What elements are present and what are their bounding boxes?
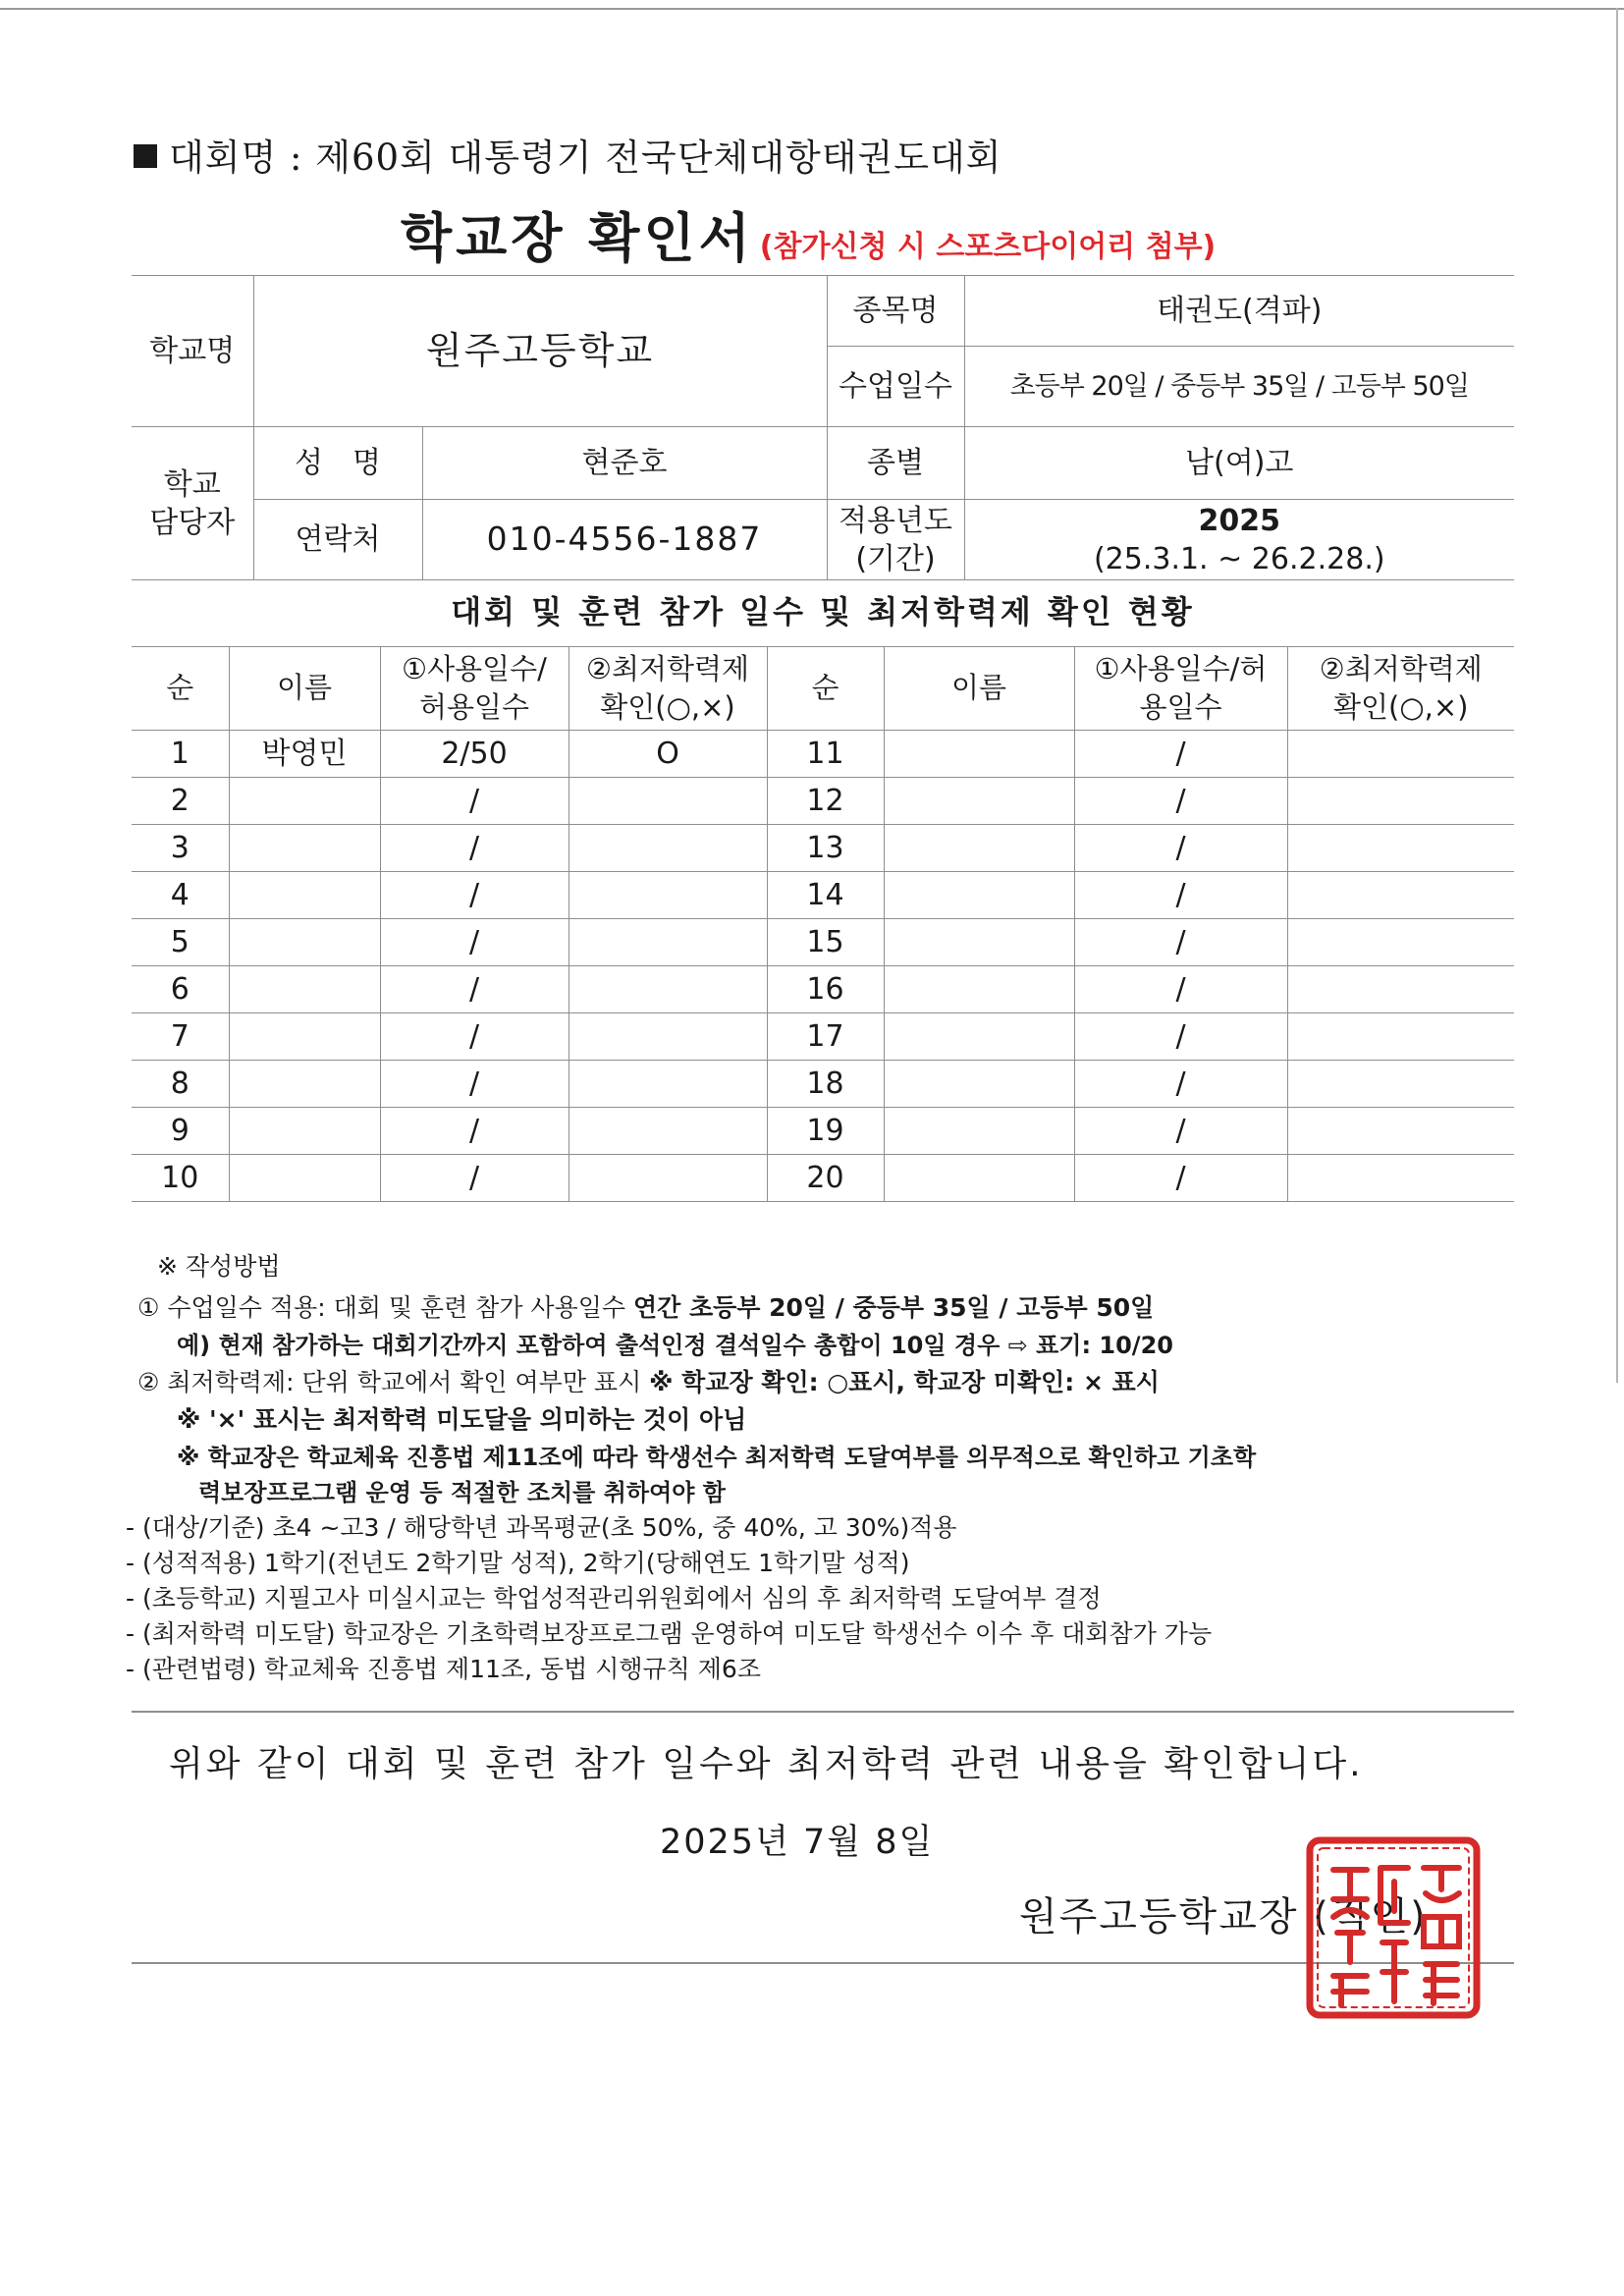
manager-label: [132, 427, 253, 580]
principal-signature: 원주고등학교장 (직인): [1019, 1894, 1428, 1940]
header-used-line2: 허용일수: [418, 690, 530, 724]
header-no-right: 순: [767, 647, 884, 731]
row-min-check: [568, 872, 767, 919]
row-no-right: 13: [767, 825, 884, 872]
table-row: [132, 1155, 1514, 1202]
row-min-check: [568, 1155, 767, 1202]
row-name-right: [884, 1155, 1074, 1202]
row-no: 8: [132, 1061, 229, 1108]
info-row: [132, 500, 1514, 580]
header-used-r-line1: ①사용일수/허: [1094, 651, 1268, 685]
row-used-days: /: [380, 1155, 568, 1202]
info-table: [132, 275, 1514, 580]
header-min-line1: ②최저학력제: [585, 651, 750, 685]
top-border: [0, 8, 1624, 10]
class-days-label: 수업일수: [827, 347, 964, 427]
row-min-check: O: [568, 731, 767, 778]
row-name: [229, 1013, 380, 1061]
row-no: 1: [132, 731, 229, 778]
right-border: [1616, 8, 1618, 1383]
table-row: [132, 872, 1514, 919]
name-label: 성 명: [253, 427, 422, 500]
row-name: [229, 966, 380, 1013]
header-min-check: [568, 647, 767, 731]
row-no: 4: [132, 872, 229, 919]
row-no-right: 11: [767, 731, 884, 778]
row-name-right: [884, 1061, 1074, 1108]
row-no-right: 19: [767, 1108, 884, 1155]
detail-grades: - (성적적용) 1학기(전년도 2학기말 성적), 2학기(당해연도 1학기말 성적): [126, 1549, 910, 1577]
row-used-days-right: /: [1074, 731, 1287, 778]
detail-target: - (대상/기준) 초4 ~고3 / 해당학년 과목평균(초 50%, 중 40%, 고 30%)적용: [126, 1513, 957, 1542]
status-header-row: [132, 647, 1514, 731]
row-used-days-right: /: [1074, 778, 1287, 825]
header-used-line1: ①사용일수/: [402, 651, 547, 685]
header-name-right: 이름: [884, 647, 1074, 731]
header-name: 이름: [229, 647, 380, 731]
note-sub-2b: [198, 1473, 726, 1507]
row-name: 박영민: [229, 731, 380, 778]
row-used-days-right: /: [1074, 966, 1287, 1013]
table-row: [132, 1061, 1514, 1108]
row-used-days: /: [380, 966, 568, 1013]
info-row: [132, 427, 1514, 500]
year-label: [827, 500, 964, 580]
note-sub-1: [177, 1400, 746, 1436]
header-used-days-right: [1074, 647, 1287, 731]
row-min-check: [568, 1108, 767, 1155]
note2-bold: ※ 학교장 확인: ○표시, 학교장 미확인: × 표시: [649, 1368, 1160, 1396]
row-no: 6: [132, 966, 229, 1013]
row-min-check-right: [1287, 825, 1514, 872]
contact-value: 010-4556-1887: [422, 500, 827, 580]
row-name-right: [884, 778, 1074, 825]
row-name-right: [884, 1108, 1074, 1155]
row-name-right: [884, 731, 1074, 778]
arrow-right-icon: ⇨: [1007, 1332, 1028, 1359]
header-min-r-line1: ②최저학력제: [1319, 651, 1483, 685]
square-bullet-icon: [134, 144, 157, 168]
row-no-right: 17: [767, 1013, 884, 1061]
table-row: [132, 1108, 1514, 1155]
row-min-check-right: [1287, 1061, 1514, 1108]
issue-date: 2025년 7월 8일: [660, 1823, 935, 1862]
note1-example-text: 예) 현재 참가하는 대회기간까지 포함하여 출석인정 결석일수 총합이 10일 경우: [177, 1332, 1008, 1359]
row-name: [229, 1061, 380, 1108]
table-row: [132, 778, 1514, 825]
row-used-days-right: /: [1074, 919, 1287, 966]
note2-text: ② 최저학력제: 단위 학교에서 확인 여부만 표시: [137, 1368, 650, 1396]
row-used-days: /: [380, 778, 568, 825]
row-no: 9: [132, 1108, 229, 1155]
table-row: [132, 919, 1514, 966]
row-no-right: 14: [767, 872, 884, 919]
row-no: 7: [132, 1013, 229, 1061]
contact-label: 연락처: [253, 500, 422, 580]
event-label: 종목명: [827, 276, 964, 347]
row-used-days-right: /: [1074, 1013, 1287, 1061]
row-name-right: [884, 966, 1074, 1013]
header-min-r-line2: 확인(○,×): [1333, 690, 1469, 724]
title-note: (참가신청 시 스포츠다이어리 첨부): [759, 230, 1217, 264]
row-min-check-right: [1287, 966, 1514, 1013]
row-min-check-right: [1287, 1013, 1514, 1061]
header-used-r-line2: 용일수: [1139, 690, 1222, 724]
event-value: 태권도(격파): [964, 276, 1514, 347]
row-min-check: [568, 966, 767, 1013]
row-no: 3: [132, 825, 229, 872]
row-no-right: 15: [767, 919, 884, 966]
note2-sub2b-text: 력보장프로그램 운영 등 적절한 조치를 취하여야 함: [198, 1479, 726, 1506]
type-value: 남(여)고: [964, 427, 1514, 500]
school-name: 원주고등학교: [253, 276, 827, 427]
row-min-check-right: [1287, 872, 1514, 919]
year-label-line1: 적용년도: [839, 503, 952, 538]
notes-heading: ※ 작성방법: [157, 1252, 281, 1281]
note-min-academic: [137, 1363, 1160, 1398]
row-min-check: [568, 919, 767, 966]
manager-label-line1: 학교: [163, 466, 221, 502]
row-used-days: 2/50: [380, 731, 568, 778]
row-name: [229, 1108, 380, 1155]
row-used-days-right: /: [1074, 872, 1287, 919]
row-min-check-right: [1287, 1108, 1514, 1155]
note1-bold: 연간 초등부 20일 / 중등부 35일 / 고등부 50일: [632, 1293, 1155, 1322]
header-min-line2: 확인(○,×): [600, 690, 735, 724]
note-sub-2: [177, 1438, 1256, 1472]
contest-name: [134, 128, 1001, 181]
row-min-check-right: [1287, 1155, 1514, 1202]
school-label: 학교명: [132, 276, 253, 427]
note1-example-value: 표기: 10/20: [1027, 1332, 1173, 1359]
row-min-check: [568, 1013, 767, 1061]
period-value: (25.3.1. ~ 26.2.28.): [1093, 541, 1385, 576]
row-used-days: /: [380, 1108, 568, 1155]
row-name: [229, 1155, 380, 1202]
row-used-days: /: [380, 919, 568, 966]
info-row: [132, 276, 1514, 347]
type-label: 종별: [827, 427, 964, 500]
detail-elementary: - (초등학교) 지필고사 미실시교는 학업성적관리위원회에서 심의 후 최저학력 도달여부 결정: [126, 1584, 1102, 1613]
row-name-right: [884, 825, 1074, 872]
row-min-check: [568, 778, 767, 825]
row-used-days: /: [380, 1013, 568, 1061]
detail-not-reached: - (최저학력 미도달) 학교장은 기초학력보장프로그램 운영하여 미도달 학생선수 이수 후 대회참가 가능: [126, 1619, 1213, 1648]
official-seal-icon: [1304, 1834, 1483, 2021]
contest-text: 대회명 : 제60회 대통령기 전국단체대항태권도대회: [169, 137, 1002, 179]
note1-text: ① 수업일수 적용: 대회 및 훈련 참가 사용일수: [137, 1293, 633, 1322]
status-table: [132, 646, 1514, 1202]
row-used-days-right: /: [1074, 1155, 1287, 1202]
row-name: [229, 872, 380, 919]
header-used-days: [380, 647, 568, 731]
title-main: 학교장 확인서: [401, 207, 754, 269]
detail-laws: - (관련법령) 학교체육 진흥법 제11조, 동법 시행규칙 제6조: [126, 1655, 761, 1683]
name-value: 현준호: [422, 427, 827, 500]
class-days-value: 초등부 20일 / 중등부 35일 / 고등부 50일: [964, 347, 1514, 427]
row-min-check: [568, 825, 767, 872]
row-min-check: [568, 1061, 767, 1108]
row-min-check-right: [1287, 778, 1514, 825]
row-no-right: 16: [767, 966, 884, 1013]
row-min-check-right: [1287, 919, 1514, 966]
divider-upper: [132, 1711, 1514, 1713]
header-min-check-right: [1287, 647, 1514, 731]
year-label-line2: (기간): [855, 541, 936, 576]
row-name: [229, 778, 380, 825]
row-used-days-right: /: [1074, 1108, 1287, 1155]
row-used-days: /: [380, 1061, 568, 1108]
status-title: 대회 및 훈련 참가 일수 및 최저학력제 확인 현황: [451, 593, 1195, 630]
row-no: 5: [132, 919, 229, 966]
note2-sub2-text: ※ 학교장은 학교체육 진흥법 제11조에 따라 학생선수 최저학력 도달여부를 의무적으로 확인하고 기초학: [177, 1444, 1257, 1471]
row-name-right: [884, 919, 1074, 966]
confirmation-statement: 위와 같이 대회 및 훈련 참가 일수와 최저학력 관련 내용을 확인합니다.: [169, 1744, 1364, 1784]
row-no: 2: [132, 778, 229, 825]
header-no: 순: [132, 647, 229, 731]
document-title: [401, 196, 1216, 272]
row-name-right: [884, 1013, 1074, 1061]
year-value: 2025: [1198, 503, 1280, 538]
manager-label-line2: 담당자: [149, 505, 236, 540]
row-no-right: 12: [767, 778, 884, 825]
row-used-days-right: /: [1074, 825, 1287, 872]
note-example: [177, 1326, 1173, 1360]
row-name-right: [884, 872, 1074, 919]
year-value-cell: [964, 500, 1514, 580]
row-min-check-right: [1287, 731, 1514, 778]
note-class-days: [137, 1288, 1154, 1324]
row-name: [229, 825, 380, 872]
row-used-days: /: [380, 872, 568, 919]
row-name: [229, 919, 380, 966]
table-row: [132, 1013, 1514, 1061]
table-row: [132, 966, 1514, 1013]
row-used-days: /: [380, 825, 568, 872]
table-row: [132, 825, 1514, 872]
row-used-days-right: /: [1074, 1061, 1287, 1108]
row-no-right: 18: [767, 1061, 884, 1108]
row-no: 10: [132, 1155, 229, 1202]
table-row: [132, 731, 1514, 778]
row-no-right: 20: [767, 1155, 884, 1202]
note2-sub1-text: ※ '×' 표시는 최저학력 미도달을 의미하는 것이 아님: [177, 1405, 747, 1434]
